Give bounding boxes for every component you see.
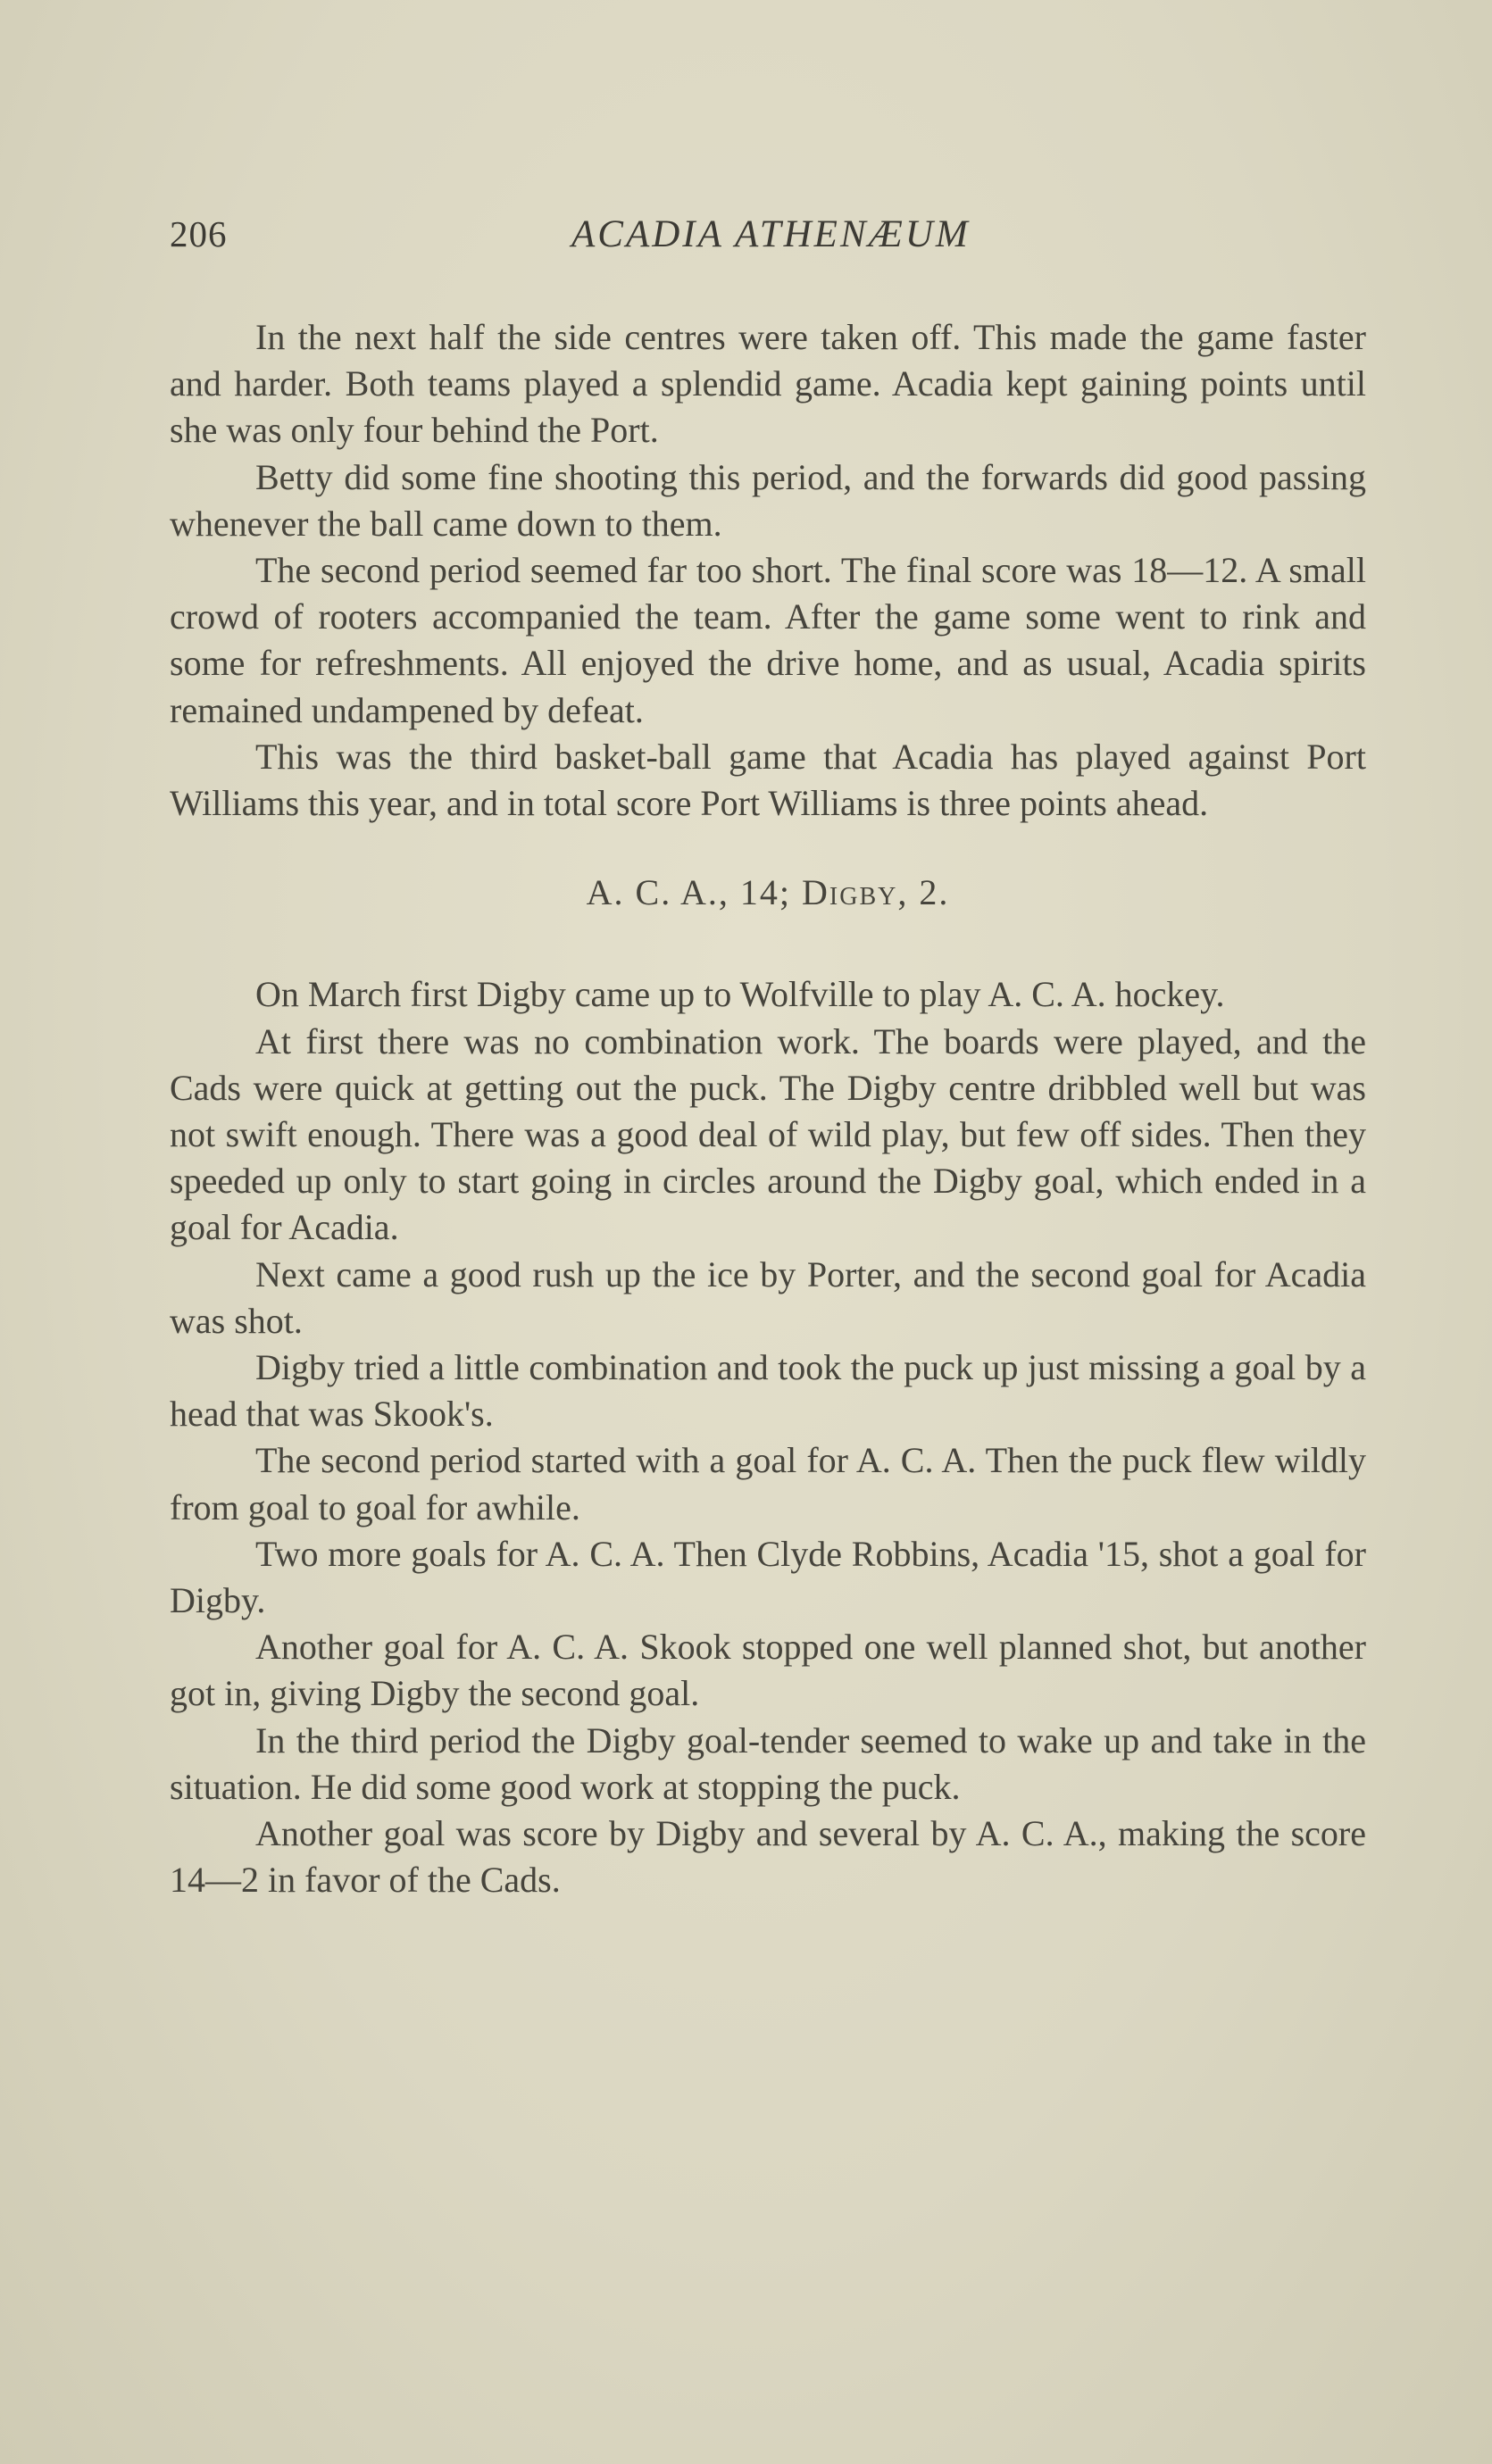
article-body: [170, 314, 1366, 1904]
paragraph: The second period seemed far too short. The final score was 18—12. A small crowd of rooters accompanied the team. After the game some went to rink and some for refreshments. All enjoyed the drive home, and as usual, Acadia spirits remained undampened by defeat.: [170, 550, 1366, 730]
paragraph: Another goal was score by Digby and several by A. C. A., making the score 14—2 in favor of the Cads.: [170, 1813, 1366, 1901]
paragraph: Betty did some fine shooting this period, and the forwards did good passing whenever the ball came down to them.: [170, 456, 1366, 544]
page-header: [170, 212, 1366, 275]
paragraph: This was the third basket-ball game that Acadia has played against Port Williams this year, and in total score Port Williams is three points ahead.: [170, 736, 1366, 824]
paragraph: Two more goals for A. C. A. Then Clyde Robbins, Acadia '15, shot a goal for Digby.: [170, 1533, 1366, 1621]
paragraph: In the next half the side centres were taken off. This made the game faster and harder. Both teams played a splendid game. Acadia kept gaining points until she was only four behind the Port.: [170, 317, 1366, 451]
running-head: ACADIA ATHENÆUM: [571, 213, 971, 255]
page-number: 206: [170, 213, 228, 254]
paragraph: On March first Digby came up to Wolfville to play A. C. A. hockey.: [255, 974, 1225, 1015]
paragraph: At first there was no combination work. The boards were played, and the Cads were quick at getting out the puck. The Digby centre dribbled well but was not swift enough. There was a good deal of wild play, but few off sides. Then they speeded up only to start going in circles around the Digby goal, which ended in a goal for Acadia.: [170, 1020, 1366, 1248]
paragraph: Next came a good rush up the ice by Porter, and the second goal for Acadia was shot.: [170, 1253, 1366, 1341]
paragraph: Digby tried a little combination and took the puck up just missing a goal by a head that was Skook's.: [170, 1347, 1366, 1435]
paragraph: The second period started with a goal for A. C. A. Then the puck flew wildly from goal to goal for awhile.: [170, 1440, 1366, 1528]
paragraph: Another goal for A. C. A. Skook stopped one well planned shot, but another got in, giving Digby the second goal.: [170, 1627, 1366, 1714]
section-heading: A. C. A., 14; Digby, 2.: [586, 872, 950, 913]
paragraph: In the third period the Digby goal-tender seemed to wake up and take in the situation. He did some good work at stopping the puck.: [170, 1719, 1366, 1807]
